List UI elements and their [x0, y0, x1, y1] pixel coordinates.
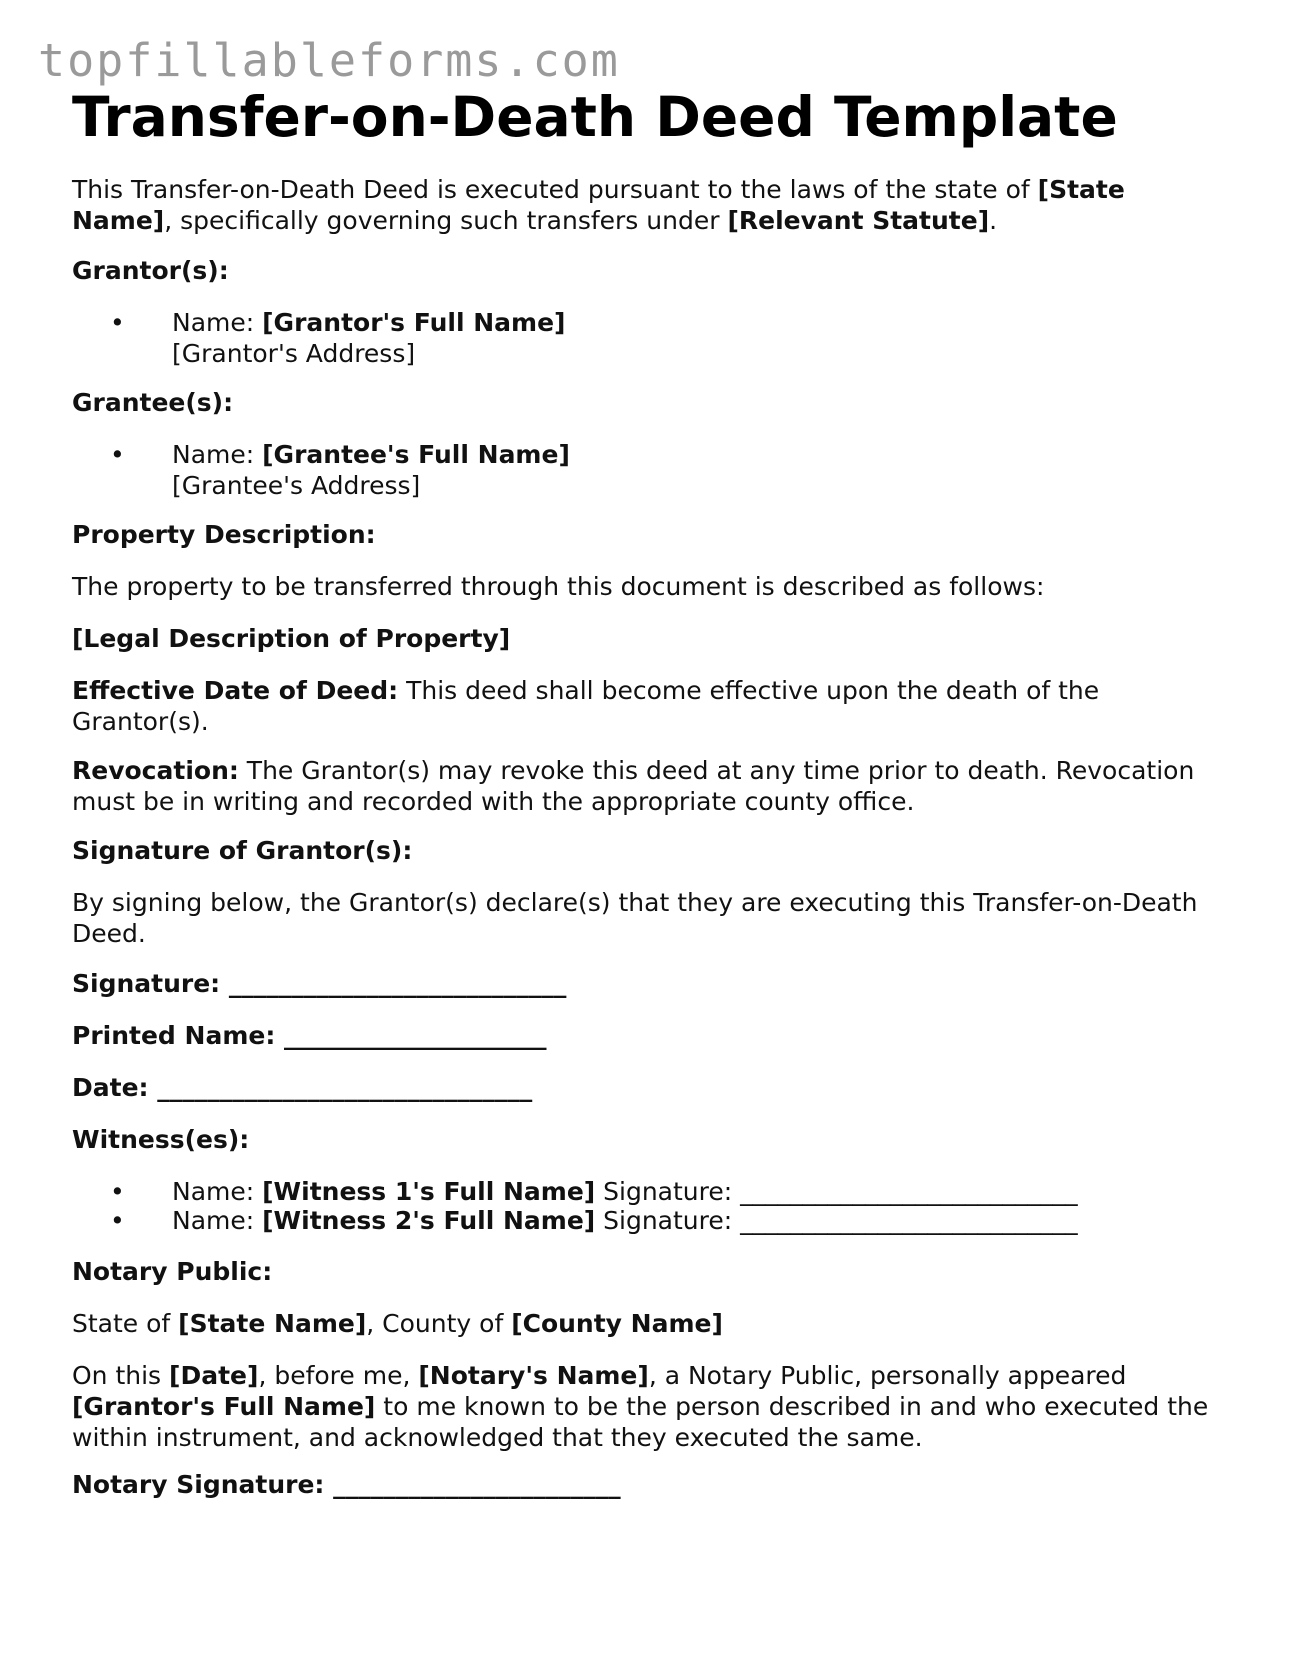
bullet-icon: • — [110, 440, 125, 469]
name-label: Name: — [172, 1177, 263, 1206]
effective-date-text: This deed shall become effective upon the death of the Grantor(s). — [72, 676, 1100, 736]
grantee-list-item — [110, 439, 1210, 501]
notary-date-placeholder: [Date] — [169, 1361, 259, 1390]
notary-text: to me known to be the person described in and who executed the within instrument, and acknowledged that they executed the same. — [72, 1392, 1209, 1452]
grantee-address-placeholder: [Grantee's Address] — [172, 471, 421, 500]
name-label: Name: — [172, 308, 263, 337]
notary-county-placeholder: [County Name] — [511, 1309, 723, 1338]
notary-acknowledgment — [72, 1360, 1232, 1453]
witness-signature-label: Signature: — [595, 1206, 741, 1235]
notary-text: On this — [72, 1361, 170, 1390]
county-prefix: , County of — [366, 1309, 512, 1338]
state-prefix: State of — [72, 1309, 179, 1338]
grantor-name-placeholder: [Grantor's Full Name] — [262, 308, 566, 337]
witness-2-signature-line[interactable]: ___________________________ — [740, 1206, 1078, 1235]
grantors-heading: Grantor(s): — [72, 256, 229, 285]
grantee-name-placeholder: [Grantee's Full Name] — [262, 440, 570, 469]
date-label: Date: — [72, 1073, 158, 1102]
notary-text: , a Notary Public, personally appeared — [648, 1361, 1127, 1390]
state-name-placeholder: [State Name] — [72, 175, 1125, 235]
intro-paragraph — [72, 174, 1232, 236]
revocation-text: The Grantor(s) may revoke this deed at any time prior to death. Revocation must be in writing and recorded with the appropriate county office. — [72, 756, 1195, 816]
witnesses-heading: Witness(es): — [72, 1125, 250, 1154]
date-line[interactable]: ______________________________ — [157, 1073, 533, 1102]
printed-name-label: Printed Name: — [72, 1021, 285, 1050]
notary-signature-line[interactable]: _______________________ — [333, 1470, 621, 1499]
signature-field[interactable] — [72, 968, 1232, 999]
witness-list-item — [110, 1205, 1210, 1236]
notary-signature-field[interactable] — [72, 1469, 1232, 1500]
property-heading: Property Description: — [72, 520, 376, 549]
date-field[interactable] — [72, 1072, 1232, 1103]
effective-date-paragraph — [72, 675, 1232, 737]
revocation-label: Revocation: — [72, 756, 239, 785]
notary-grantor-placeholder: [Grantor's Full Name] — [72, 1392, 376, 1421]
printed-name-line[interactable]: _____________________ — [284, 1021, 547, 1050]
intro-text: . — [989, 206, 998, 235]
intro-text: This Transfer-on-Death Deed is executed pursuant to the laws of the state of — [72, 175, 1038, 204]
property-text: The property to be transferred through this document is described as follows: — [72, 572, 1045, 601]
witness-signature-label: Signature: — [595, 1177, 741, 1206]
notary-signature-label: Notary Signature: — [72, 1470, 334, 1499]
witness-1-name-placeholder: [Witness 1's Full Name] — [262, 1177, 596, 1206]
witness-list-item — [110, 1176, 1210, 1207]
signature-declaration: By signing below, the Grantor(s) declare(s) that they are executing this Transfer-on-Death Deed. — [72, 888, 1198, 948]
legal-description-placeholder: [Legal Description of Property] — [72, 624, 511, 653]
revocation-paragraph — [72, 755, 1232, 817]
witness-2-name-placeholder: [Witness 2's Full Name] — [262, 1206, 596, 1235]
bullet-icon: • — [110, 1206, 125, 1235]
watermark-text: topfillableforms.com — [38, 34, 620, 87]
notary-venue — [72, 1308, 1232, 1339]
grantor-list-item — [110, 307, 1210, 369]
grantees-heading: Grantee(s): — [72, 388, 234, 417]
witness-1-signature-line[interactable]: ___________________________ — [740, 1177, 1078, 1206]
notary-heading: Notary Public: — [72, 1257, 273, 1286]
statute-placeholder: [Relevant Statute] — [727, 206, 990, 235]
signature-label: Signature: — [72, 969, 229, 998]
signature-heading: Signature of Grantor(s): — [72, 836, 413, 865]
name-label: Name: — [172, 1206, 263, 1235]
name-label: Name: — [172, 440, 263, 469]
notary-name-placeholder: [Notary's Name] — [418, 1361, 649, 1390]
printed-name-field[interactable] — [72, 1020, 1232, 1051]
document-title: Transfer-on-Death Deed Template — [72, 85, 1118, 149]
signature-line[interactable]: ___________________________ — [228, 969, 567, 998]
notary-text: , before me, — [258, 1361, 419, 1390]
notary-state-placeholder: [State Name] — [178, 1309, 367, 1338]
effective-date-label: Effective Date of Deed: — [72, 676, 399, 705]
bullet-icon: • — [110, 308, 125, 337]
bullet-icon: • — [110, 1177, 125, 1206]
intro-text: , specifically governing such transfers under — [164, 206, 728, 235]
grantor-address-placeholder: [Grantor's Address] — [172, 339, 416, 368]
